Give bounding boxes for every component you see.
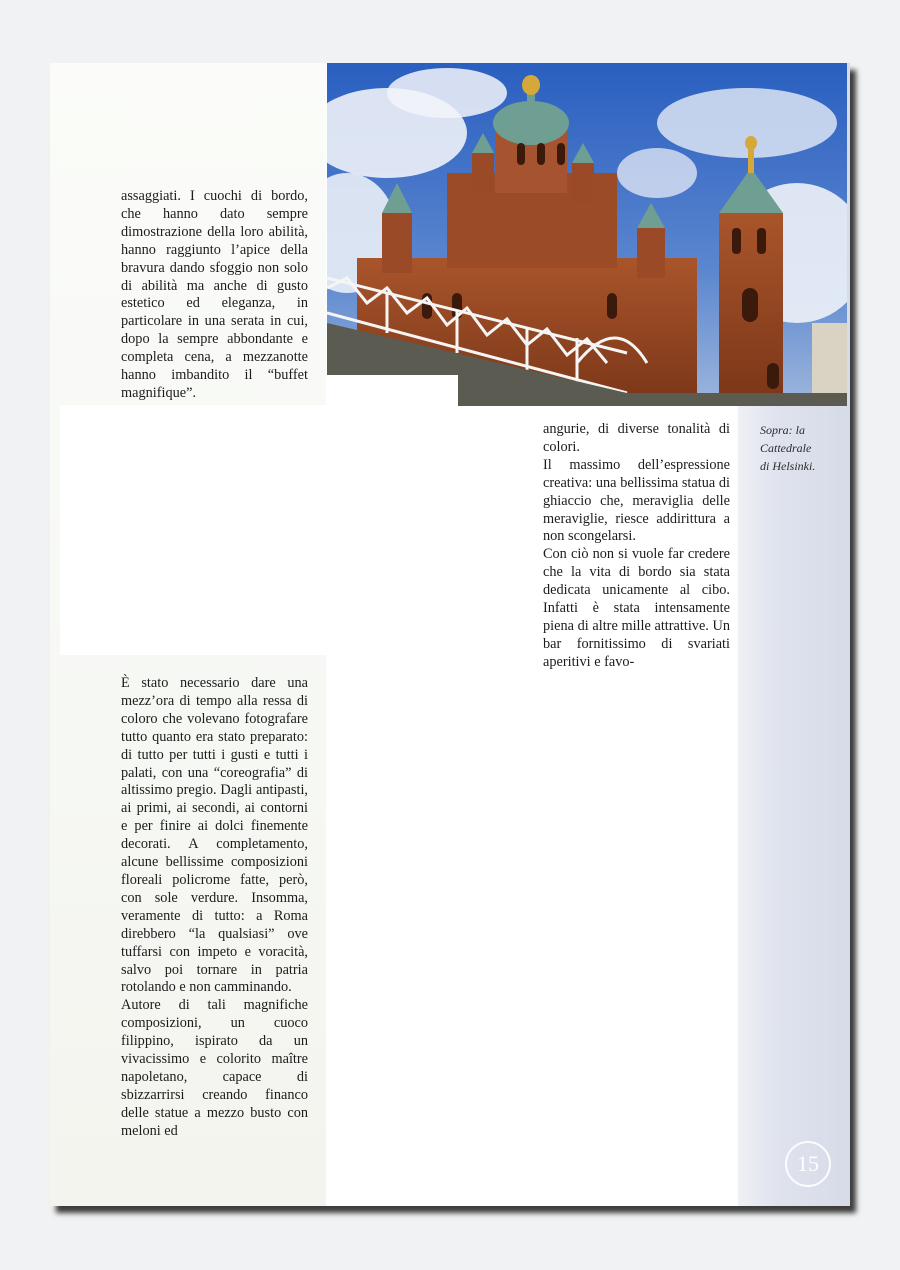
text-column-bottom-left: [121, 675, 308, 1141]
paragraph: Con ciò non si vuole far credere che la vita di bordo sia stata dedicata unicamente al cibo. Infatti è stata intensamente piena di altre mille attrattive. Un bar fornitissimo di svariati aperitivi e favo-: [543, 546, 730, 670]
photo-caption: [760, 421, 840, 475]
magazine-page: [50, 63, 850, 1206]
text-column-top-left: [121, 188, 308, 403]
text-column-right: [543, 421, 730, 672]
page-number: 15: [785, 1141, 831, 1187]
caption-line: Cattedrale: [760, 441, 812, 455]
paragraph: È stato necessario dare una mezz’ora di tempo alla ressa di coloro che volevano fotografare tutto quanto era stato preparato: di tutto per tutti i gusti e tutti i palati, con una “coreografia” di altissimo pregio. Dagli antipasti, ai primi, ai secondi, ai contorni e per finire ai dolci finemente decorati. A completamento, alcune bellissime composizioni floreali policrome fatte, però, con sole verdure. Insomma, veramente di tutto: a Roma direbbero “la qualsiasi” ove tuffarsi con impeto e voracità, salvo poi tornare in patria rotolando e non camminando.: [121, 675, 308, 996]
paragraph: angurie, di diverse tonalità di colori.: [543, 421, 730, 455]
paragraph: Autore di tali magnifiche composizioni, un cuoco filippino, ispirato da un vivacissimo e colorito maître napoletano, capace di sbizzarrirsi creando financo delle statue a mezzo busto con meloni ed: [121, 997, 308, 1139]
photo-notch: [327, 375, 458, 406]
caption-line: di Helsinki.: [760, 459, 816, 473]
blank-area-middle: [60, 405, 530, 655]
paragraph: assaggiati. I cuochi di bordo, che hanno dato sempre dimostrazione della loro abilità, hanno raggiunto l’apice della bravura dando sfoggio non solo di abilità ma anche di gusto estetico ed eleganza, in particolare in una serata in cui, dopo la sempre abbondante e completa cena, a mezzanotte hanno imbandito il “buffet magnifique”.: [121, 188, 308, 401]
cathedral-photo: [327, 63, 847, 406]
paragraph: Il massimo dell’espressione creativa: una bellissima statua di ghiaccio che, meraviglia delle meraviglie, riesce addirittura a non scongelarsi.: [543, 456, 730, 545]
blank-area: [326, 655, 738, 1206]
caption-line: Sopra: la: [760, 423, 805, 437]
